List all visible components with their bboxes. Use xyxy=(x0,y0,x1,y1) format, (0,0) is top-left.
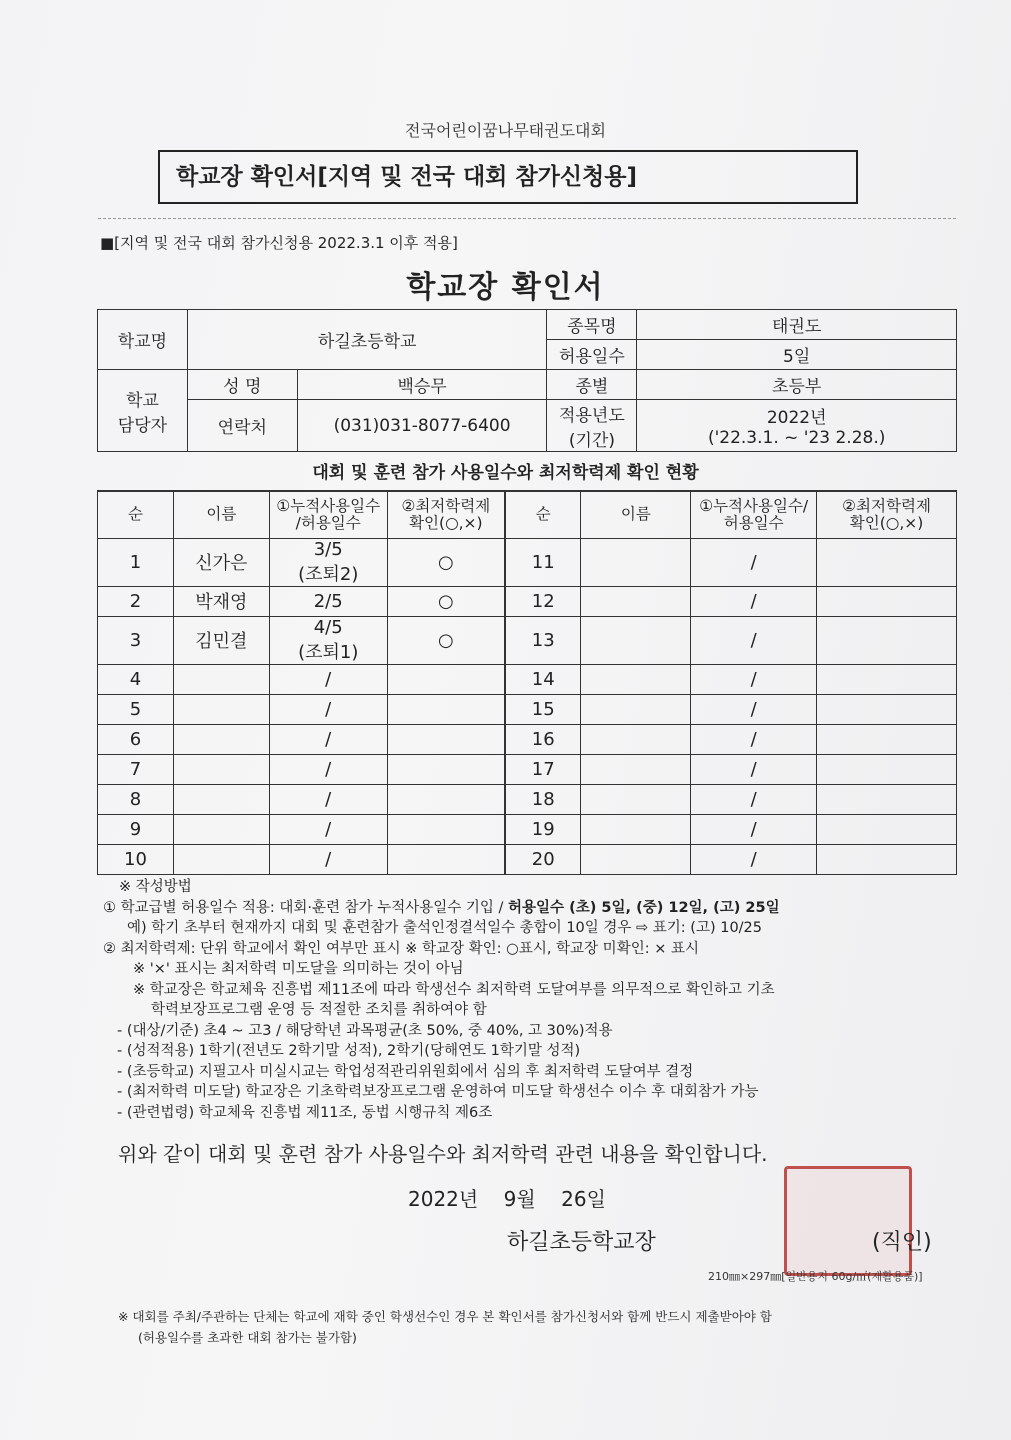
row-name xyxy=(173,844,269,874)
row-name: 김민결 xyxy=(173,616,269,664)
row-days: / xyxy=(691,814,817,844)
row-days: / xyxy=(269,694,387,724)
table-row xyxy=(98,814,957,844)
row-no: 2 xyxy=(98,586,174,616)
note-line: ※ 학교장은 학교체육 진흥법 제11조에 따라 학생선수 최저학력 도달여부를 의무적으로 확인하고 기초 xyxy=(133,981,775,998)
col-days-right-line1: ①누적사용일수/ xyxy=(699,496,809,515)
row-days: / xyxy=(691,724,817,754)
row-check xyxy=(387,844,505,874)
year-value-line2: ('22.3.1. ~ '23 2.28.) xyxy=(707,428,886,448)
row-days xyxy=(269,616,387,664)
issue-date: 2022년 9월 26일 xyxy=(408,1187,606,1211)
col-name-right: 이름 xyxy=(581,491,691,538)
contact-value: (031)031-8077-6400 xyxy=(297,400,547,452)
table-row xyxy=(98,724,957,754)
row-name xyxy=(173,694,269,724)
seal-label: (직인) xyxy=(872,1230,932,1255)
col-days xyxy=(269,491,387,538)
col-name: 이름 xyxy=(173,491,269,538)
row-days-note: (조퇴1) xyxy=(298,641,359,663)
row-no: 12 xyxy=(505,586,581,616)
main-title: 학교장 확인서 xyxy=(406,270,605,305)
subheading: ■[지역 및 전국 대회 참가신청용 2022.3.1 이후 적용] xyxy=(100,234,458,252)
school-value: 하길초등학교 xyxy=(187,310,547,370)
row-name xyxy=(581,538,691,586)
division-value: 초등부 xyxy=(637,370,957,400)
year-label-line1: 적용년도 xyxy=(559,405,625,426)
row-no: 9 xyxy=(98,814,174,844)
row-check xyxy=(817,694,957,724)
allowed-days-value: 5일 xyxy=(637,340,957,370)
footer-line1: ※ 대회를 주최/주관하는 단체는 학교에 재학 중인 학생선수인 경우 본 확인서를 참가신청서와 함께 반드시 제출받아야 함 xyxy=(118,1309,772,1324)
note-line: - (성적적용) 1학기(전년도 2학기말 성적), 2학기(당해연도 1학기말 성적) xyxy=(117,1043,581,1059)
note-line: 예) 학기 초부터 현재까지 대회 및 훈련참가 출석인정결석일수 총합이 10일 경우 ⇨ 표기: (고) 10/25 xyxy=(127,920,763,936)
note-line: - (최저학력 미도달) 학교장은 기초학력보장프로그램 운영하여 미도달 학생선수 이수 후 대회참가 가능 xyxy=(117,1084,759,1100)
footer-note xyxy=(118,1306,772,1348)
row-name xyxy=(173,784,269,814)
allowed-days-label: 허용일수 xyxy=(547,340,637,370)
row-check xyxy=(387,784,505,814)
row-name xyxy=(581,724,691,754)
row-no: 10 xyxy=(98,844,174,874)
note-line: ※ '×' 표시는 최저학력 미도달을 의미하는 것이 아님 xyxy=(133,961,464,977)
row-check xyxy=(387,814,505,844)
row-name xyxy=(173,754,269,784)
col-days-line1: ①누적사용일수 xyxy=(276,496,381,515)
official-seal-stamp xyxy=(784,1166,912,1276)
row-name xyxy=(581,814,691,844)
row-days: / xyxy=(269,664,387,694)
sport-value: 태권도 xyxy=(637,310,957,340)
row-days: / xyxy=(691,586,817,616)
col-no-right: 순 xyxy=(505,491,581,538)
col-no: 순 xyxy=(98,491,174,538)
section-title: 대회 및 훈련 참가 사용일수와 최저학력제 확인 현황 xyxy=(312,463,699,483)
row-no: 8 xyxy=(98,784,174,814)
row-check xyxy=(817,844,957,874)
instructions xyxy=(103,877,963,1123)
row-days: / xyxy=(691,538,817,586)
manager-label xyxy=(98,370,188,452)
row-no: 6 xyxy=(98,724,174,754)
row-name xyxy=(581,784,691,814)
paper-spec: 210㎜×297㎜[일반용지 60g/㎡(재활용품)] xyxy=(708,1270,923,1283)
col-grade-right xyxy=(817,491,957,538)
division-label: 종별 xyxy=(547,370,637,400)
note-bold: 허용일수 (초) 5일, (중) 12일, (고) 25일 xyxy=(508,899,780,916)
row-check xyxy=(817,538,957,586)
col-grade-right-line1: ②최저학력제 xyxy=(842,496,931,515)
row-days: 2/5 xyxy=(269,586,387,616)
signer-name: 하길초등학교장 xyxy=(507,1230,656,1255)
row-no: 17 xyxy=(505,754,581,784)
table-row xyxy=(98,694,957,724)
footer-line2: (허용일수를 초과한 대회 참가는 불가함) xyxy=(138,1330,357,1345)
row-check: ○ xyxy=(387,586,505,616)
row-days-value: 3/5 xyxy=(313,538,343,560)
note-line: 학력보장프로그램 운영 등 적절한 조치를 취하여야 함 xyxy=(151,1002,487,1018)
row-days: / xyxy=(691,844,817,874)
row-no: 13 xyxy=(505,616,581,664)
row-name xyxy=(581,844,691,874)
row-days: / xyxy=(269,754,387,784)
col-grade-line2: 확인(○,×) xyxy=(409,513,483,532)
row-days: / xyxy=(691,664,817,694)
row-check: ○ xyxy=(387,616,505,664)
col-grade xyxy=(387,491,505,538)
row-check xyxy=(817,616,957,664)
row-no: 18 xyxy=(505,784,581,814)
row-no: 16 xyxy=(505,724,581,754)
table-row xyxy=(98,586,957,616)
row-days: / xyxy=(691,616,817,664)
row-name xyxy=(581,586,691,616)
note-text: ① 학교급별 허용일수 적용: 대회·훈련 참가 누적사용일수 기입 / xyxy=(103,899,509,916)
table-row xyxy=(98,538,957,586)
col-grade-right-line2: 확인(○,×) xyxy=(849,513,924,532)
contact-label: 연락처 xyxy=(187,400,297,452)
row-days xyxy=(269,538,387,586)
row-days: / xyxy=(269,814,387,844)
col-days-line2: /허용일수 xyxy=(295,513,361,532)
row-name xyxy=(581,694,691,724)
row-name xyxy=(581,616,691,664)
table-row xyxy=(98,844,957,874)
row-no: 11 xyxy=(505,538,581,586)
row-name xyxy=(173,724,269,754)
col-days-right-line2: 허용일수 xyxy=(723,513,784,532)
name-label: 성 명 xyxy=(187,370,297,400)
note-line: - (대상/기준) 초4 ~ 고3 / 해당학년 과목평균(초 50%, 중 40%, 고 30%)적용 xyxy=(117,1022,613,1039)
row-check xyxy=(387,664,505,694)
divider xyxy=(98,218,956,219)
row-check xyxy=(817,784,957,814)
name-value: 백승무 xyxy=(297,370,547,400)
row-no: 7 xyxy=(98,754,174,784)
sport-label: 종목명 xyxy=(547,310,637,340)
row-no: 4 xyxy=(98,664,174,694)
manager-label-line2: 담당자 xyxy=(117,415,168,436)
row-check xyxy=(817,724,957,754)
row-days-value: 4/5 xyxy=(313,616,343,638)
manager-label-line1: 학교 xyxy=(126,390,159,411)
row-check: ○ xyxy=(387,538,505,586)
row-name xyxy=(581,664,691,694)
year-label xyxy=(547,400,637,452)
row-no: 5 xyxy=(98,694,174,724)
row-no: 1 xyxy=(98,538,174,586)
row-check xyxy=(387,754,505,784)
row-name xyxy=(173,814,269,844)
row-name xyxy=(173,664,269,694)
row-no: 14 xyxy=(505,664,581,694)
row-check xyxy=(817,754,957,784)
school-label: 학교명 xyxy=(98,310,188,370)
col-grade-line1: ②최저학력제 xyxy=(401,496,491,515)
row-check xyxy=(817,814,957,844)
row-no: 19 xyxy=(505,814,581,844)
table-row xyxy=(98,784,957,814)
row-days: / xyxy=(691,784,817,814)
row-check xyxy=(387,694,505,724)
note-line xyxy=(103,898,963,919)
year-label-line2: (기간) xyxy=(568,430,615,451)
table-row xyxy=(98,754,957,784)
document-title-box: 학교장 확인서[지역 및 전국 대회 참가신청용] xyxy=(158,150,858,204)
row-no: 15 xyxy=(505,694,581,724)
confirmation-text: 위와 같이 대회 및 훈련 참가 사용일수와 최저학력 관련 내용을 확인합니다. xyxy=(118,1142,768,1166)
row-check xyxy=(817,586,957,616)
row-name xyxy=(581,754,691,784)
year-value-line1: 2022년 xyxy=(766,408,827,428)
note-line: ② 최저학력제: 단위 학교에서 확인 여부만 표시 ※ 학교장 확인: ○표시, 학교장 미확인: × 표시 xyxy=(103,940,699,957)
row-days: / xyxy=(269,724,387,754)
row-no: 20 xyxy=(505,844,581,874)
table-row xyxy=(98,664,957,694)
row-days: / xyxy=(691,694,817,724)
row-check xyxy=(817,664,957,694)
col-days-right xyxy=(691,491,817,538)
note-line: - (관련법령) 학교체육 진흥법 제11조, 동법 시행규칙 제6조 xyxy=(117,1104,493,1121)
participant-table xyxy=(97,490,957,875)
row-days: / xyxy=(691,754,817,784)
row-no: 3 xyxy=(98,616,174,664)
table-header-row xyxy=(98,491,957,538)
row-days-note: (조퇴2) xyxy=(298,563,359,585)
row-name: 신가은 xyxy=(173,538,269,586)
year-value xyxy=(637,400,957,452)
row-days: / xyxy=(269,844,387,874)
event-name: 전국어린이꿈나무태권도대회 xyxy=(405,121,606,140)
info-table xyxy=(97,309,957,452)
note-line: - (초등학교) 지필고사 미실시교는 학업성적관리위원회에서 심의 후 최저학력 도달여부 결정 xyxy=(117,1063,694,1080)
table-row xyxy=(98,616,957,664)
notes-heading: ※ 작성방법 xyxy=(119,879,192,895)
row-check xyxy=(387,724,505,754)
row-days: / xyxy=(269,784,387,814)
row-name: 박재영 xyxy=(173,586,269,616)
